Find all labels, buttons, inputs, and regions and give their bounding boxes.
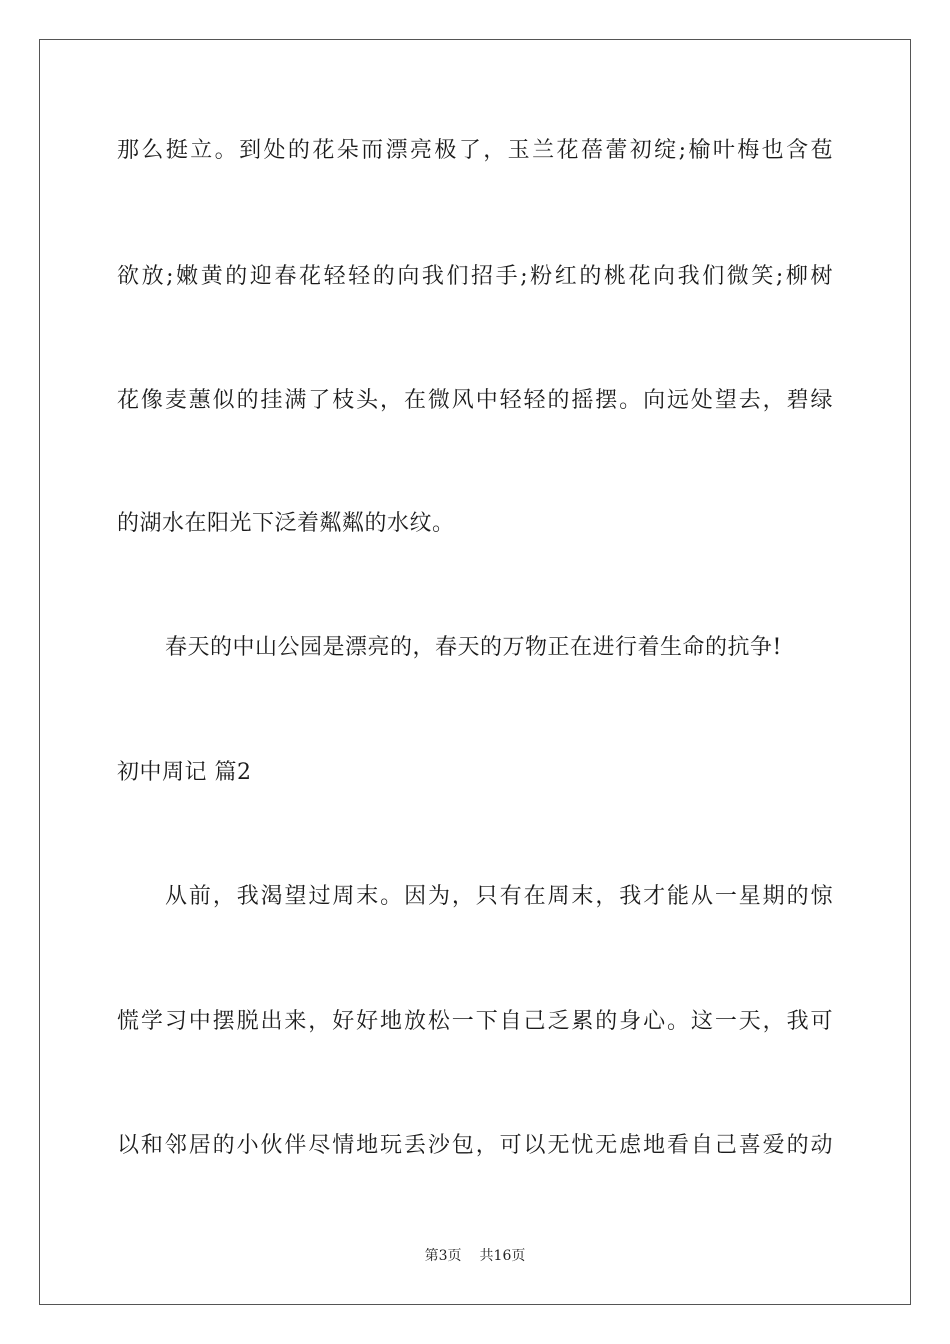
paragraph-line: 花像麦蕙似的挂满了枝头，在微风中轻轻的摇摆。向远处望去，碧绿 <box>117 388 833 413</box>
paragraph-line: 从前，我渴望过周末。因为，只有在周末，我才能从一星期的惊 <box>165 884 833 909</box>
paragraph-line: 欲放;嫩黄的迎春花轻轻的向我们招手;粉红的桃花向我们微笑;柳树 <box>117 264 833 289</box>
page-border <box>39 39 911 1305</box>
page-total: 共16页 <box>479 1248 526 1264</box>
paragraph-line: 慌学习中摆脱出来，好好地放松一下自己乏累的身心。这一天，我可 <box>117 1009 833 1034</box>
paragraph-line: 的湖水在阳光下泛着粼粼的水纹。 <box>117 511 455 536</box>
section-heading: 初中周记 篇2 <box>117 760 252 785</box>
paragraph-line: 以和邻居的小伙伴尽情地玩丢沙包，可以无忧无虑地看自己喜爱的动 <box>117 1133 833 1158</box>
page-number: 第3页 <box>424 1248 462 1264</box>
paragraph-line: 春天的中山公园是漂亮的，春天的万物正在进行着生命的抗争! <box>165 635 782 660</box>
page-footer <box>0 1247 950 1265</box>
paragraph-line: 那么挺立。到处的花朵而漂亮极了，玉兰花蓓蕾初绽;榆叶梅也含苞 <box>117 138 833 163</box>
